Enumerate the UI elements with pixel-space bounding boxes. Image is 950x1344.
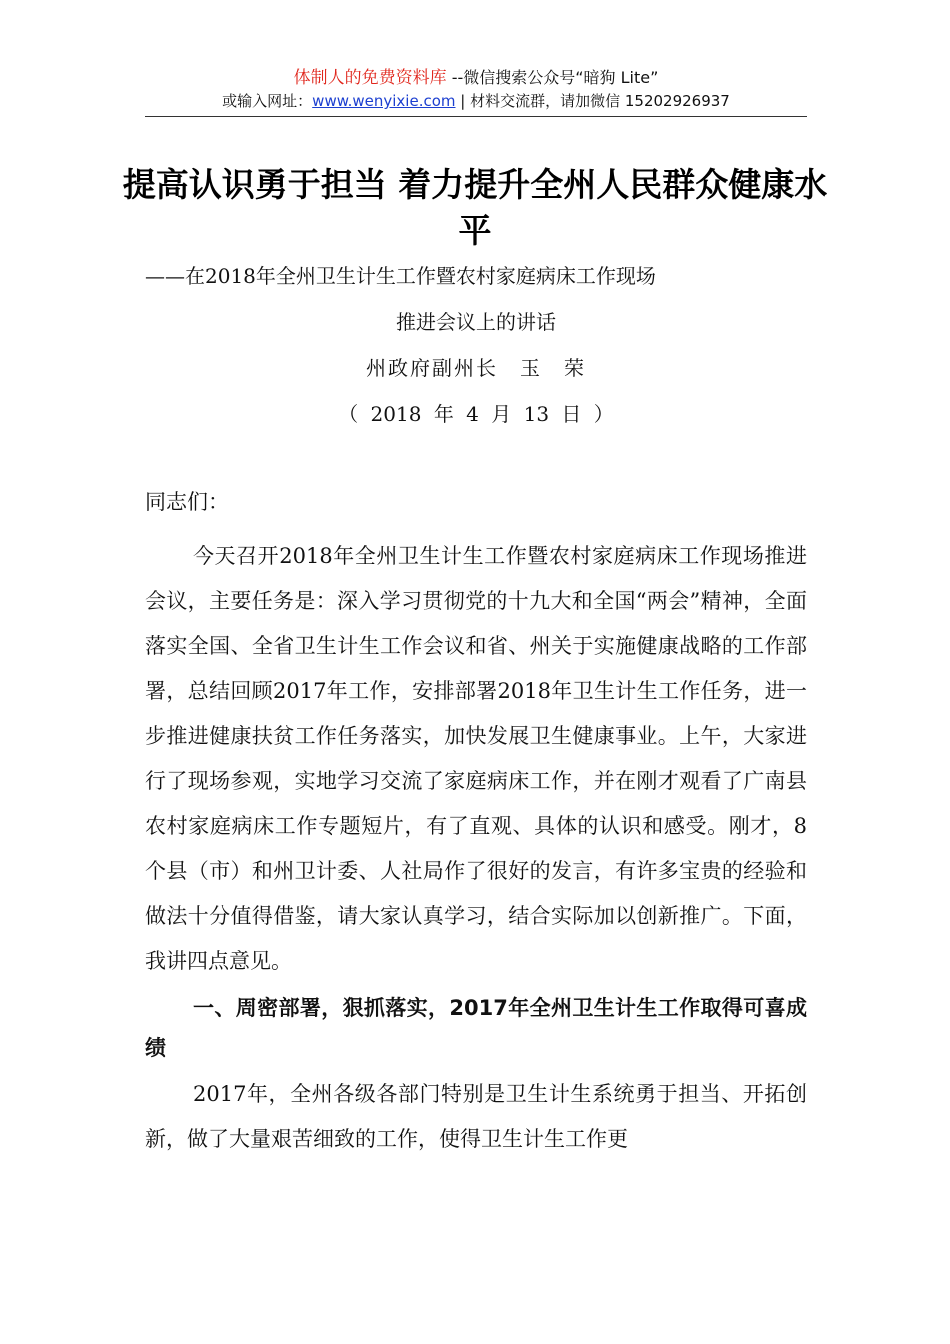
header-tagline: --微信搜索公众号“暗狗 Lite” [446, 68, 659, 87]
header-url-prefix: 或输入网址： [222, 92, 313, 110]
document-body [145, 482, 807, 1162]
paragraph-intro: 今天召开2018年全州卫生计生工作暨农村家庭病床工作现场推进会议，主要任务是：深入学习贯彻党的十九大和全国“两会”精神，全面落实全国、全省卫生计生工作会议和省、州关于实施健康战略的工作部署，总结回顾2017年工作，安排部署2018年卫生计生工作任务，进一步推进健康扶贫工作任务落实，加快发展卫生健康事业。上午，大家进行了现场参观，实地学习交流了家庭病床工作，并在刚才观看了广南县农村家庭病床工作专题短片，有了直观、具体的认识和感受。刚才，8个县（市）和州卫计委、人社局作了很好的发言，有许多宝贵的经验和做法十分值得借鉴，请大家认真学习，结合实际加以创新推广。下面，我讲四点意见。 [145, 544, 807, 973]
header-brand: 体制人的免费资料库 [293, 68, 447, 88]
paragraph-section-1: 2017年，全州各级各部门特别是卫生计生系统勇于担当、开拓创新，做了大量艰苦细致的工作，使得卫生计生工作更 [145, 1082, 807, 1151]
header-divider [145, 116, 807, 117]
page-header [145, 66, 807, 112]
header-contact: | 材料交流群，请加微信 15202926937 [455, 92, 730, 110]
header-url-link[interactable]: www.wenyixie.com [312, 92, 456, 110]
header-line-1 [145, 66, 807, 90]
salutation: 同志们： [145, 490, 229, 514]
header-line-2 [145, 90, 807, 112]
section-heading-1: 一、周密部署，狠抓落实，2017年全州卫生计生工作取得可喜成绩 [145, 996, 807, 1060]
speaker-line: 州政府副州长 玉 荣 [366, 356, 586, 380]
document-subtitle-line-1: ——在2018年全州卫生计生工作暨农村家庭病床工作现场 [145, 264, 656, 288]
document-title: 提高认识勇于担当 着力提升全州人民群众健康水平 [122, 165, 828, 250]
document-subtitle-line-2: 推进会议上的讲话 [396, 310, 556, 334]
speech-date: （ 2018 年 4 月 13 日 ） [338, 402, 614, 426]
